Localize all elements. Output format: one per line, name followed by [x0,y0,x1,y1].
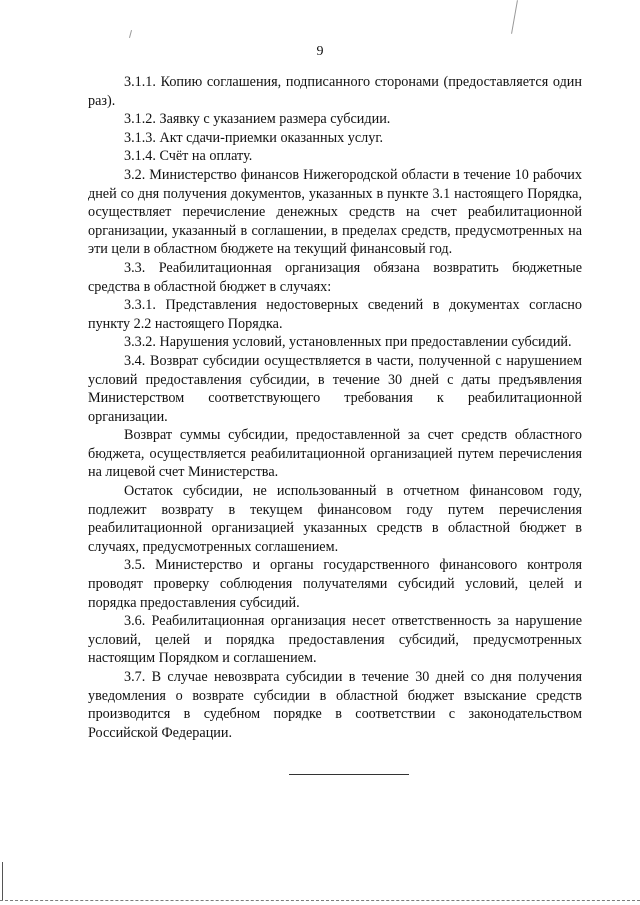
paragraph-3-4-remainder: Остаток субсидии, не использованный в отчетном финансовом году, подлежит возврату в текущем финансовом году путем перечисления реабилитационной организацией указанных средств в областной бюджет в случаях, предусмотренных соглашением. [88,483,582,555]
paragraph-3-3-2: 3.3.2. Нарушения условий, установленных при предоставлении субсидий. [124,334,572,351]
paragraph-3-1-1: 3.1.1. Копию соглашения, подписанного сторонами (предоставляется один раз). [88,74,582,109]
paragraph-3-3: 3.3. Реабилитационная организация обязана возвратить бюджетные средства в областной бюджет в случаях: [88,259,582,295]
scan-artifact-bottom-edge [0,900,640,901]
scan-artifact-tick [129,30,132,38]
document-body [88,73,582,742]
paragraph-3-4-return: Возврат суммы субсидии, предоставленной за счет средств областного бюджета, осуществляется реабилитационной организацией путем перечисления на лицевой счет Министерства. [88,427,582,481]
paragraph-3-1-3: 3.1.3. Акт сдачи-приемки оказанных услуг. [124,129,384,146]
scan-artifact-edge [2,862,3,900]
paragraph-3-4: 3.4. Возврат субсидии осуществляется в части, полученной с нарушением условий предоставления субсидии, в течение 30 дней с даты предъявления Министерством соответствующего требования к реабилитационной организации. [88,352,582,425]
paragraph-3-3-1: 3.3.1. Представления недостоверных сведений в документах согласно пункту 2.2 настоящего Порядка. [88,297,582,332]
paragraph-3-7: 3.7. В случае невозврата субсидии в течение 30 дней со дня получения уведомления о возврате субсидии в областной бюджет взыскание средств производится в судебном порядке в соответствии с законодательством Российской Федерации. [88,669,582,741]
end-separator-line [289,774,409,775]
paragraph-3-2: 3.2. Министерство финансов Нижегородской области в течение 10 рабочих дней со дня получения документов, указанных в пункте 3.1 настоящего Порядка, осуществляет перечисление денежных средств на счет реабилитационной организации, указанный в соглашении, в пределах средств, предусмотренных на эти цели в областном бюджете на текущий финансовый год. [88,166,582,258]
paragraph-3-1-2: 3.1.2. Заявку с указанием размера субсидии. [124,111,391,128]
scan-artifact-line [511,0,518,34]
paragraph-3-6: 3.6. Реабилитационная организация несет ответственность за нарушение условий, целей и порядка предоставления субсидий, предусмотренных настоящим Порядком и соглашением. [88,613,582,667]
page-number: 9 [316,44,324,59]
paragraph-3-5: 3.5. Министерство и органы государственного финансового контроля проводят проверку соблюдения получателями субсидий условий, целей и порядка предоставления субсидий. [88,557,582,611]
paragraph-3-1-4: 3.1.4. Счёт на оплату. [124,148,253,165]
